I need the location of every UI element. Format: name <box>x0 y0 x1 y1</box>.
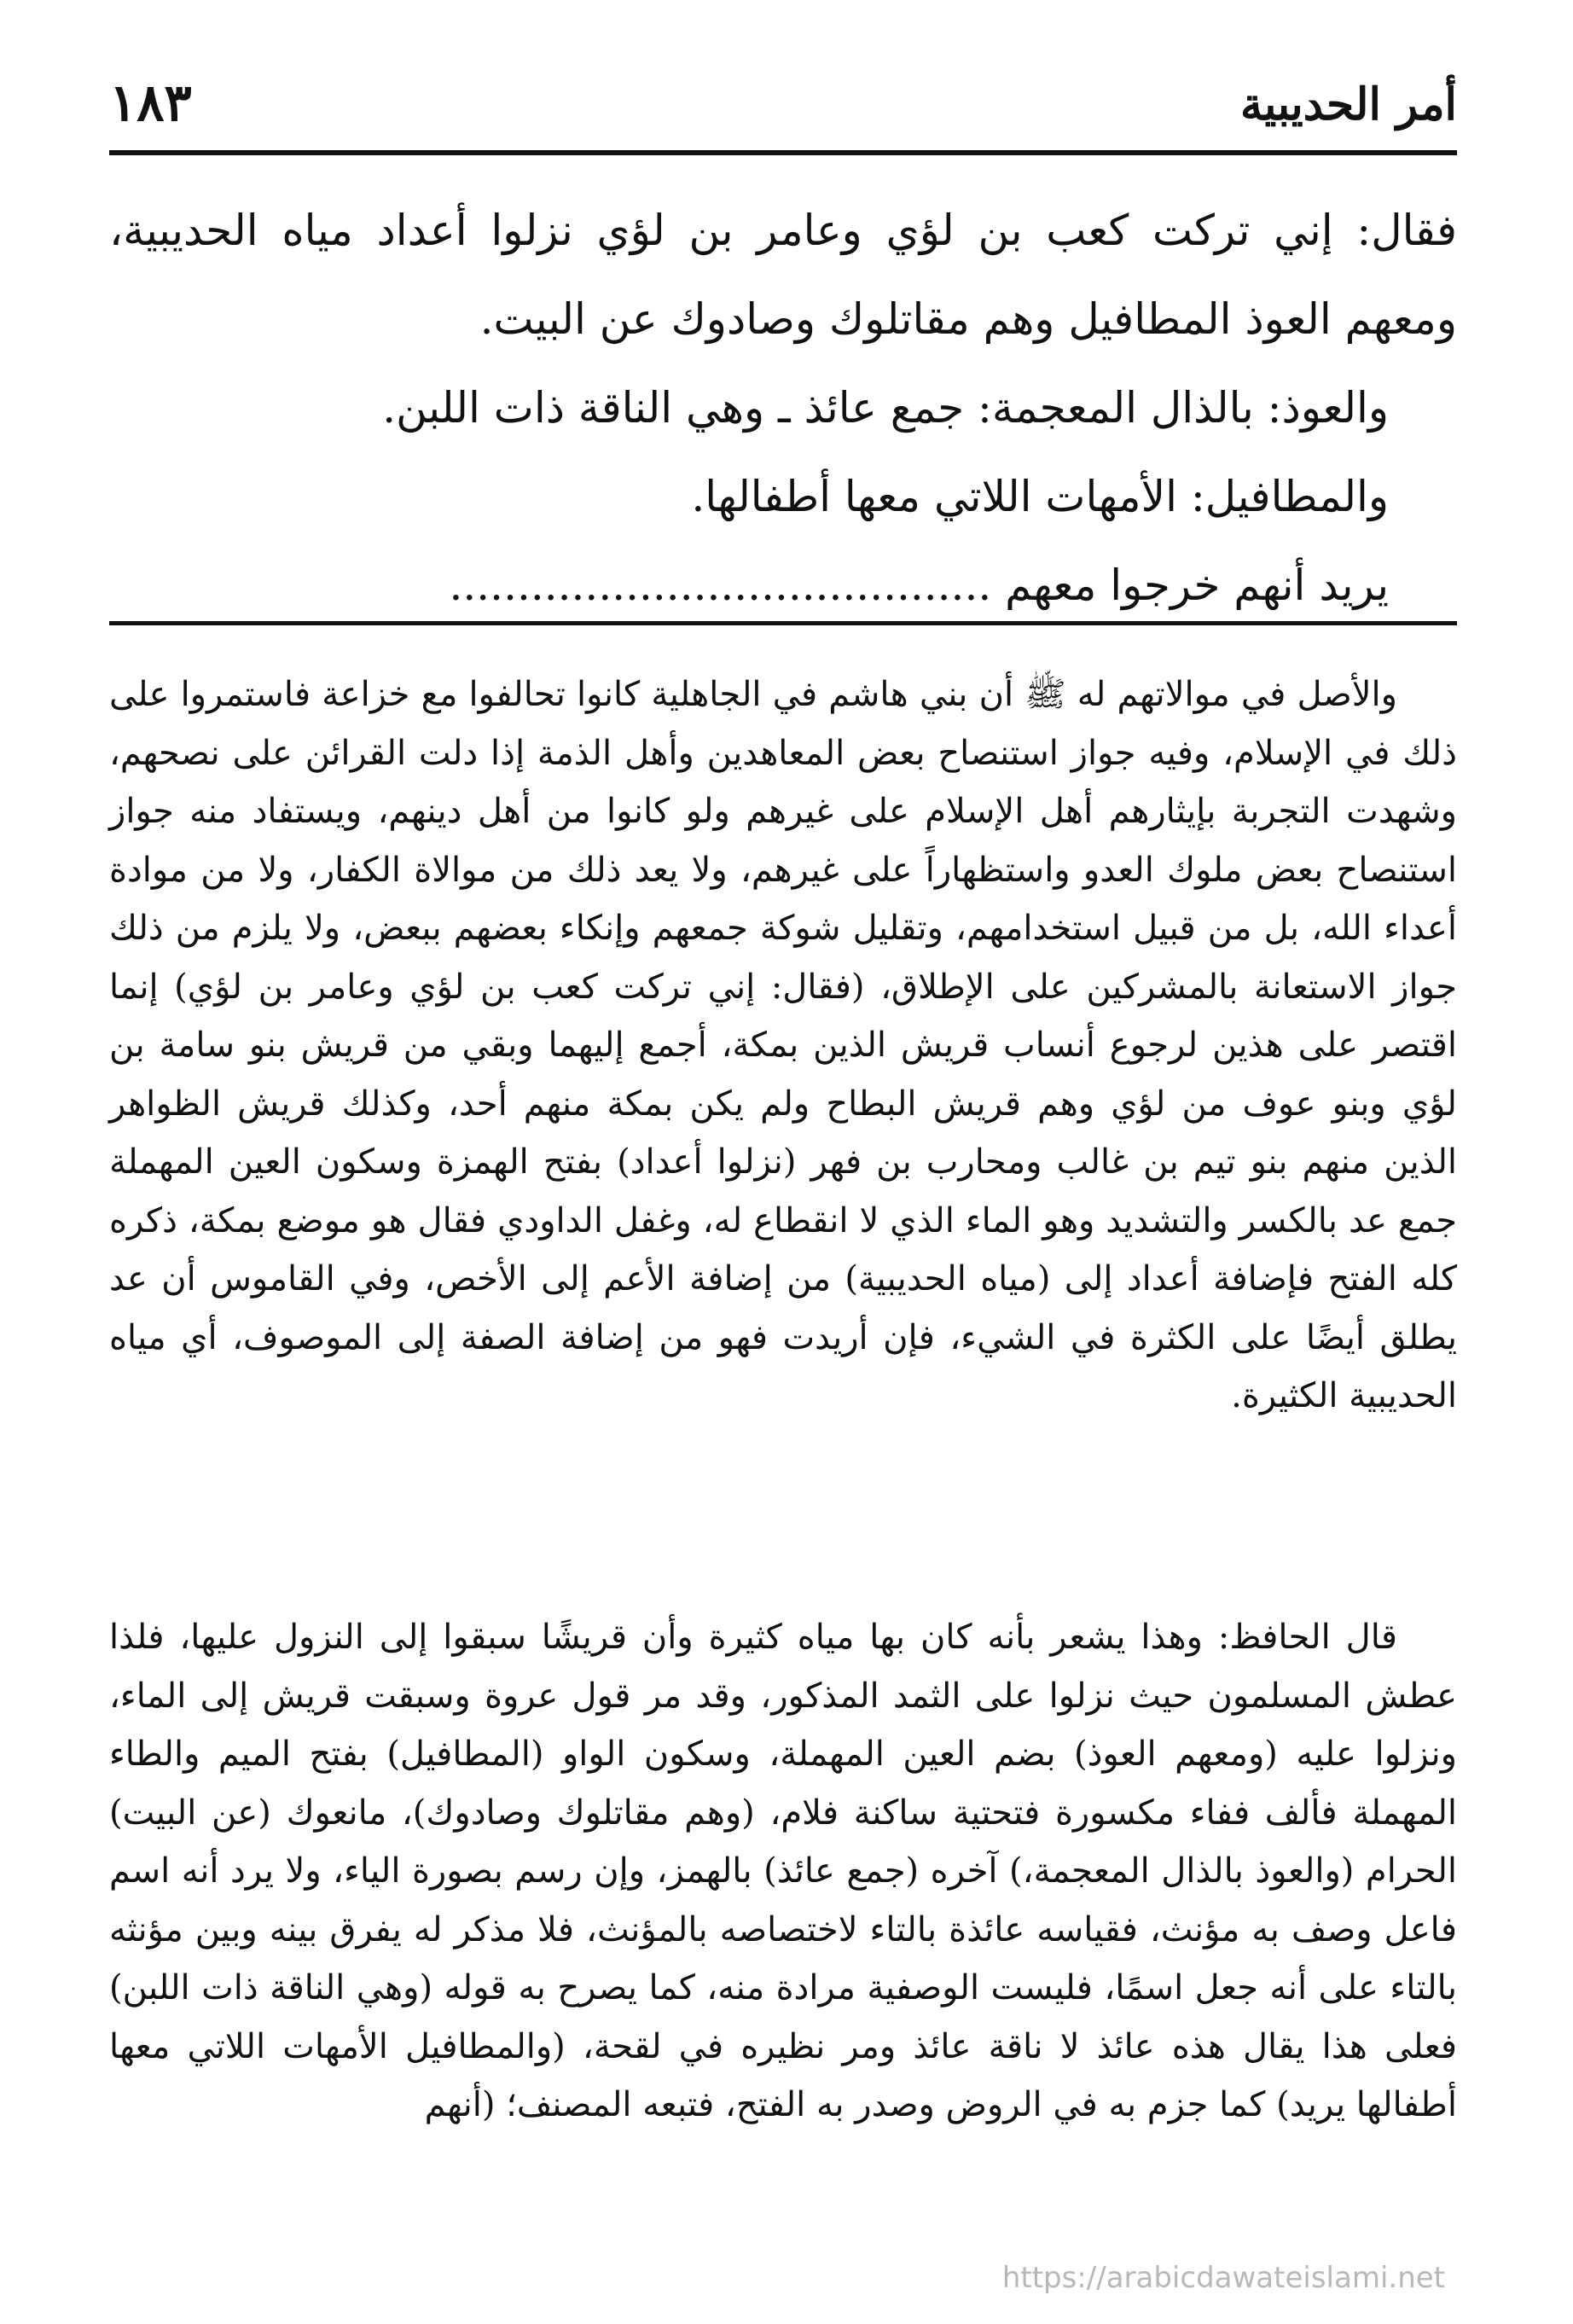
commentary-block <box>109 665 1457 1426</box>
commentary-paragraph: والأصل في موالاتهم له ﷺ أن بني هاشم في الجاهلية كانوا تحالفوا مع خزاعة فاستمروا على ذلك في الإسلام، وفيه جواز استنصاح بعض المعاهدين وأهل الذمة إذا دلت القرائن على نصحهم، وشهدت التجربة بإيثارهم أهل الإسلام على غيرهم ولو كانوا من أهل دينهم، ويستفاد منه جواز استنصاح بعض ملوك العدو واستظهاراً على غيرهم، ولا يعد ذلك من موالاة الكفار، ولا من موادة أعداء الله، بل من قبيل استخدامهم، وتقليل شوكة جمعهم وإنكاء بعضهم ببعض، ولا يلزم من ذلك جواز الاستعانة بالمشركين على الإطلاق، (فقال: إني تركت كعب بن لؤي وعامر بن لؤي) إنما اقتصر على هذين لرجوع أنساب قريش الذين بمكة، أجمع إليهما وبقي من قريش بنو سامة بن لؤي وبنو عوف من لؤي وهم قريش البطاح ولم يكن بمكة منهم أحد، وكذلك قريش الظواهر الذين منهم بنو تيم بن غالب ومحارب بن فهر (نزلوا أعداد) بفتح الهمزة وسكون العين المهملة جمع عد بالكسر والتشديد وهو الماء الذي لا انقطاع له، وغفل الداودي فقال هو موضع بمكة، ذكره كله الفتح فإضافة أعداد إلى (مياه الحديبية) من إضافة الأعم إلى الأخص، وفي القاموس أن عد يطلق أيضًا على الكثرة في الشيء، فإن أريدت فهو من إضافة الصفة إلى الموصوف، أي مياه الحديبية الكثيرة. <box>109 675 1457 1415</box>
watermark-url: https://arabicdawateislami.net <box>1001 2261 1445 2295</box>
page-number: ١٨٣ <box>109 73 192 133</box>
matn-paragraph: فقال: إني تركت كعب بن لؤي وعامر بن لؤي نزلوا أعداد مياه الحديبية، ومعهم العوذ المطافيل وهم مقاتلوك وصادوك عن البيت. <box>109 206 1457 344</box>
page-header <box>109 73 1457 147</box>
ellipsis-dots: ........................................ <box>449 561 992 610</box>
matn-gloss-awdh: والعوذ: بالذال المعجمة: جمع عائذ ـ وهي الناقة ذات اللبن. <box>382 383 1389 433</box>
main-text <box>109 186 1457 630</box>
commentary-block <box>109 1608 1457 2135</box>
running-title: أمر الحديبية <box>1240 78 1457 131</box>
matn-continuation <box>109 541 1457 630</box>
matn-gloss-matafil: والمطافيل: الأمهات اللاتي معها أطفالها. <box>691 472 1389 521</box>
matn-continuation-text: يريد أنهم خرجوا معهم <box>1005 561 1389 610</box>
commentary-paragraph: قال الحافظ: وهذا يشعر بأنه كان بها مياه كثيرة وأن قريشًا سبقوا إلى النزول عليها، فلذا عطش المسلمون حيث نزلوا على الثمد المذكور، وقد مر قول عروة وسبقت قريش إلى الماء، ونزلوا عليه (ومعهم العوذ) بضم العين المهملة، وسكون الواو (المطافيل) بفتح الميم والطاء المهملة فألف ففاء مكسورة فتحتية ساكنة فلام، (وهم مقاتلوك وصادوك)، مانعوك (عن البيت) الحرام (والعوذ بالذال المعجمة،) آخره (جمع عائذ) بالهمز، وإن رسم بصورة الياء، ولا يرد أنه اسم فاعل وصف به مؤنث، فقياسه عائذة بالتاء لاختصاصه بالمؤنث، فلا مذكر له يفرق بينه وبين مؤنثه بالتاء على أنه جعل اسمًا، فليست الوصفية مرادة منه، كما يصرح به قوله (وهي الناقة ذات اللبن) فعلى هذا يقال هذه عائذ لا ناقة عائذ ومر نظيره في لقحة، (والمطافيل الأمهات اللاتي معها أطفالها يريد) كما جزم به في الروض وصدر به الفتح، فتبعه المصنف؛ (أنهم <box>109 1618 1457 2124</box>
header-rule <box>109 150 1457 155</box>
separator-rule <box>109 621 1457 625</box>
